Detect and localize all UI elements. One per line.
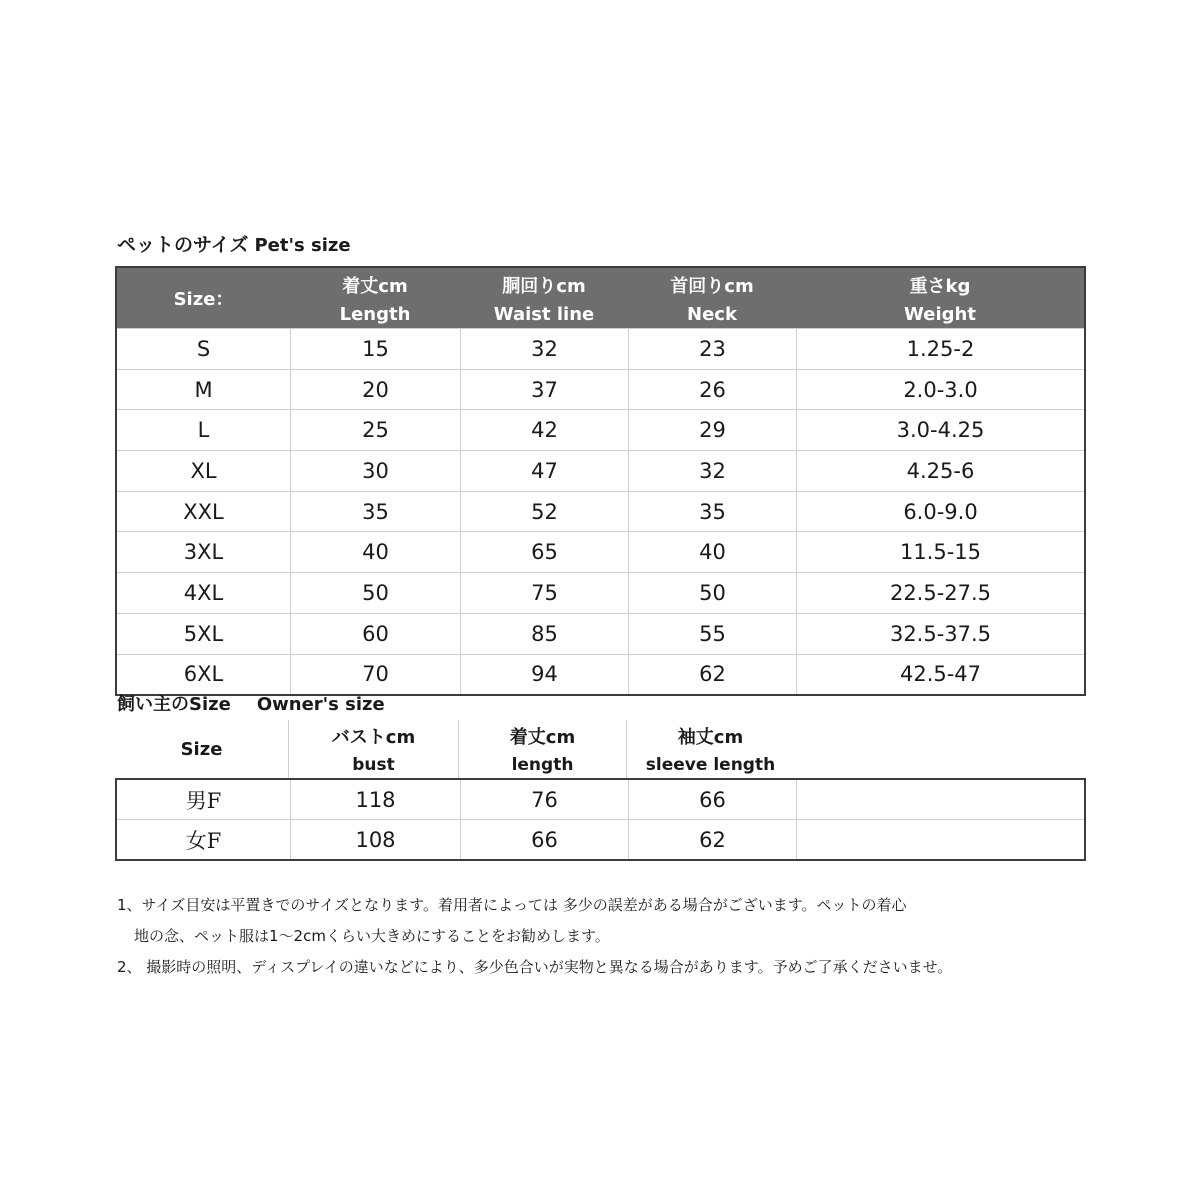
cell-waist: 32	[460, 329, 628, 369]
table-row	[117, 572, 1084, 613]
cell-size: S	[196, 336, 211, 361]
cell-weight: 2.0-3.0	[796, 370, 1084, 410]
owner-header-sleeve	[626, 720, 794, 778]
cell-size: 男F	[185, 788, 222, 813]
cell-weight: 6.0-9.0	[796, 492, 1084, 532]
pet-size-title-en: Pet's size	[254, 235, 351, 256]
cell-waist: 75	[460, 573, 628, 613]
pet-size-title-jp: ペットのサイズ	[117, 234, 249, 256]
header-length-en: Length	[339, 303, 411, 325]
cell-waist: 47	[460, 451, 628, 491]
cell-length: 25	[290, 410, 460, 450]
cell-weight: 32.5-37.5	[796, 614, 1084, 654]
cell-neck: 62	[628, 655, 796, 695]
header-waist-en: Waist line	[493, 303, 595, 325]
cell-empty	[796, 820, 1084, 859]
cell-size: 女F	[185, 828, 222, 853]
cell-weight: 1.25-2	[796, 329, 1084, 369]
cell-length: 30	[290, 451, 460, 491]
cell-length: 66	[460, 820, 628, 859]
owner-header-size-label: Size	[180, 738, 223, 760]
cell-waist: 94	[460, 655, 628, 695]
table-row	[117, 328, 1084, 369]
owner-header-bust	[288, 720, 458, 778]
cell-size: XXL	[183, 499, 224, 524]
owner-header-sleeve-jp: 袖丈cm	[677, 727, 744, 748]
cell-length: 60	[290, 614, 460, 654]
table-row	[117, 819, 1084, 859]
table-row	[117, 531, 1084, 572]
cell-size: L	[197, 418, 210, 443]
cell-weight: 3.0-4.25	[796, 410, 1084, 450]
cell-length: 20	[290, 370, 460, 410]
cell-weight: 4.25-6	[796, 451, 1084, 491]
cell-bust: 108	[290, 820, 460, 859]
note-line-2: 地の念、ペット服は1～2cmくらい大きめにすることをお勧めします。	[134, 927, 610, 945]
owner-size-table	[115, 778, 1086, 861]
owner-header-bust-jp: バストcm	[331, 727, 416, 748]
header-size-label: Size：	[173, 289, 234, 310]
table-row	[117, 369, 1084, 410]
cell-waist: 65	[460, 532, 628, 572]
cell-sleeve: 66	[628, 780, 796, 819]
cell-size: XL	[190, 458, 217, 483]
cell-neck: 55	[628, 614, 796, 654]
owner-size-title	[117, 690, 385, 716]
cell-neck: 40	[628, 532, 796, 572]
cell-weight: 22.5-27.5	[796, 573, 1084, 613]
cell-length: 35	[290, 492, 460, 532]
cell-neck: 35	[628, 492, 796, 532]
cell-length: 15	[290, 329, 460, 369]
table-row	[117, 654, 1084, 695]
table-row	[117, 409, 1084, 450]
cell-neck: 32	[628, 451, 796, 491]
pet-size-title	[117, 230, 351, 257]
cell-size: 6XL	[183, 662, 224, 687]
header-neck	[628, 268, 796, 328]
cell-length: 40	[290, 532, 460, 572]
cell-length: 50	[290, 573, 460, 613]
cell-length: 70	[290, 655, 460, 695]
owner-table-header	[115, 720, 1086, 778]
cell-waist: 52	[460, 492, 628, 532]
table-row	[117, 613, 1084, 654]
header-neck-jp: 首回りcm	[670, 275, 754, 297]
cell-size: M	[194, 377, 213, 402]
cell-empty	[796, 780, 1084, 819]
header-weight-jp: 重さkg	[909, 275, 971, 297]
pet-size-table	[115, 266, 1086, 696]
header-length	[290, 268, 460, 328]
cell-waist: 37	[460, 370, 628, 410]
note-line-1: 1、サイズ目安は平置きでのサイズとなります。着用者によっては 多少の誤差がある場合がございます。ペットの着心	[117, 896, 907, 914]
header-size	[117, 268, 290, 328]
owner-header-empty	[794, 720, 1086, 778]
owner-header-bust-en: bust	[352, 755, 395, 775]
table-row	[117, 780, 1084, 819]
cell-waist: 85	[460, 614, 628, 654]
pet-table-header	[117, 268, 1084, 328]
notes	[117, 890, 952, 983]
owner-header-length	[458, 720, 626, 778]
owner-size-title-jp: 飼い主のSize	[117, 694, 231, 715]
header-weight-en: Weight	[904, 303, 976, 325]
owner-header-length-en: length	[511, 755, 574, 775]
cell-size: 3XL	[183, 540, 224, 565]
owner-header-length-jp: 着丈cm	[509, 727, 576, 748]
cell-weight: 42.5-47	[796, 655, 1084, 695]
cell-length: 76	[460, 780, 628, 819]
header-length-jp: 着丈cm	[342, 275, 408, 297]
header-weight	[796, 268, 1084, 328]
owner-header-sleeve-en: sleeve length	[645, 755, 776, 775]
cell-neck: 29	[628, 410, 796, 450]
cell-neck: 26	[628, 370, 796, 410]
table-row	[117, 450, 1084, 491]
owner-size-title-en: Owner's size	[256, 694, 385, 715]
cell-waist: 42	[460, 410, 628, 450]
header-waist-jp: 胴回りcm	[502, 275, 586, 297]
cell-neck: 50	[628, 573, 796, 613]
cell-sleeve: 62	[628, 820, 796, 859]
cell-neck: 23	[628, 329, 796, 369]
owner-header-size	[115, 720, 288, 778]
cell-weight: 11.5-15	[796, 532, 1084, 572]
table-row	[117, 491, 1084, 532]
header-neck-en: Neck	[687, 303, 737, 325]
header-waist	[460, 268, 628, 328]
cell-size: 5XL	[183, 621, 224, 646]
cell-bust: 118	[290, 780, 460, 819]
cell-size: 4XL	[183, 580, 224, 605]
note-line-3: 2、 撮影時の照明、ディスプレイの違いなどにより、多少色合いが実物と異なる場合があります。予めご了承くださいませ。	[117, 958, 953, 976]
